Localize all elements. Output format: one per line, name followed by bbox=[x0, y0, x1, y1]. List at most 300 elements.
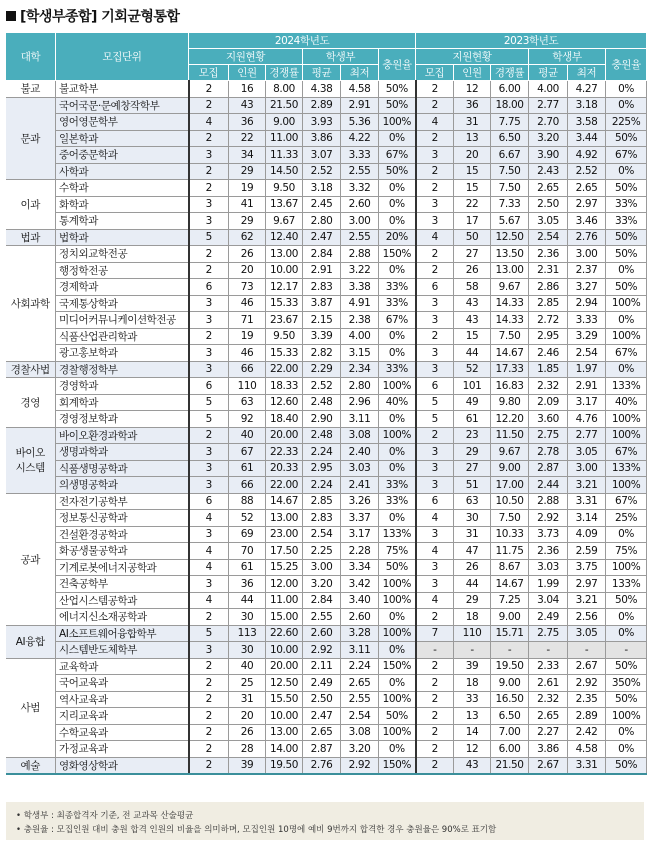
avg-2024-cell: 3.07 bbox=[303, 147, 341, 164]
recruit-2023-cell: 2 bbox=[416, 97, 454, 114]
fill-2023-cell: 100% bbox=[606, 708, 647, 725]
avg-2024-cell: 2.65 bbox=[303, 724, 341, 741]
ratio-2024-cell: 10.00 bbox=[266, 262, 303, 279]
fill-2023-cell: 100% bbox=[606, 477, 647, 494]
ratio-2024-cell: 22.00 bbox=[266, 361, 303, 378]
applicants-2023-cell: 29 bbox=[454, 444, 491, 461]
recruit-2024-cell: 2 bbox=[189, 609, 229, 626]
min-2023-cell: 3.18 bbox=[568, 97, 606, 114]
college-cell: 법과 bbox=[6, 229, 56, 246]
fill-2023-cell: 50% bbox=[606, 592, 647, 609]
recruit-2024-cell: 2 bbox=[189, 658, 229, 675]
avg-2023-cell: - bbox=[529, 642, 568, 659]
applicants-2024-cell: 61 bbox=[229, 559, 266, 576]
avg-2023-cell: 2.54 bbox=[529, 229, 568, 246]
recruit-2024-cell: 2 bbox=[189, 757, 229, 774]
min-2023-cell: 3.21 bbox=[568, 477, 606, 494]
ratio-2023-cell: 17.00 bbox=[491, 477, 529, 494]
fill-2023-cell: 100% bbox=[606, 559, 647, 576]
unit-cell: 행정학전공 bbox=[56, 262, 189, 279]
recruit-2024-cell: 3 bbox=[189, 444, 229, 461]
recruit-2024-cell: 3 bbox=[189, 576, 229, 593]
avg-2023-cell: 3.86 bbox=[529, 741, 568, 758]
applicants-2024-cell: 20 bbox=[229, 708, 266, 725]
unit-cell: 에너지신소재공학과 bbox=[56, 609, 189, 626]
ratio-2023-cell: 19.50 bbox=[491, 658, 529, 675]
ratio-2023-cell: 7.50 bbox=[491, 163, 529, 180]
recruit-2023-cell: 2 bbox=[416, 81, 454, 98]
table-row bbox=[6, 625, 647, 642]
fill-2024-cell: 20% bbox=[379, 229, 416, 246]
applicants-2024-cell: 71 bbox=[229, 312, 266, 329]
table-row bbox=[6, 493, 647, 510]
min-2024-cell: 3.32 bbox=[341, 180, 379, 197]
avg-2024-cell: 2.80 bbox=[303, 213, 341, 230]
unit-cell: 기계로봇에너지공학과 bbox=[56, 559, 189, 576]
unit-cell: 건설환경공학과 bbox=[56, 526, 189, 543]
applicants-2023-cell: 31 bbox=[454, 114, 491, 131]
ratio-2023-cell: 9.00 bbox=[491, 675, 529, 692]
ratio-2023-cell: 6.00 bbox=[491, 741, 529, 758]
min-2023-cell: 3.14 bbox=[568, 510, 606, 527]
ratio-2024-cell: 23.00 bbox=[266, 526, 303, 543]
avg-2024-cell: 2.48 bbox=[303, 427, 341, 444]
applicants-2023-cell: 27 bbox=[454, 460, 491, 477]
table-row bbox=[6, 724, 647, 741]
college-cell: 이과 bbox=[6, 180, 56, 230]
ratio-2024-cell: 11.33 bbox=[266, 147, 303, 164]
avg-2023-cell: 2.95 bbox=[529, 328, 568, 345]
fill-2024-cell: 0% bbox=[379, 444, 416, 461]
unit-cell: 정보통신공학과 bbox=[56, 510, 189, 527]
avg-2023-cell: 3.90 bbox=[529, 147, 568, 164]
avg-2024-cell: 3.00 bbox=[303, 559, 341, 576]
fill-2023-cell: 67% bbox=[606, 345, 647, 362]
recruit-2023-cell: 6 bbox=[416, 279, 454, 296]
avg-2024-cell: 2.84 bbox=[303, 592, 341, 609]
subheader-min: 최저 bbox=[568, 65, 606, 81]
table-row bbox=[6, 658, 647, 675]
applicants-2024-cell: 46 bbox=[229, 345, 266, 362]
table-row bbox=[6, 246, 647, 263]
ratio-2023-cell: 7.50 bbox=[491, 510, 529, 527]
fill-2024-cell: 0% bbox=[379, 196, 416, 213]
fill-2024-cell: 150% bbox=[379, 658, 416, 675]
applicants-2024-cell: 28 bbox=[229, 741, 266, 758]
applicants-2023-cell: 27 bbox=[454, 246, 491, 263]
header-year-2024: 2024학년도 bbox=[189, 33, 416, 49]
note-record: • 학생부 : 최종합격자 기준, 전 교과목 산술평균 bbox=[16, 811, 194, 821]
min-2024-cell: 3.17 bbox=[341, 526, 379, 543]
unit-cell: 생명과학과 bbox=[56, 444, 189, 461]
applicants-2024-cell: 61 bbox=[229, 460, 266, 477]
applicants-2024-cell: 88 bbox=[229, 493, 266, 510]
ratio-2024-cell: 17.50 bbox=[266, 543, 303, 560]
unit-cell: 중어중문학과 bbox=[56, 147, 189, 164]
table-row bbox=[6, 477, 647, 494]
title-text: [학생부종합] 기회균형통합 bbox=[20, 9, 180, 25]
avg-2024-cell: 3.86 bbox=[303, 130, 341, 147]
avg-2023-cell: 2.33 bbox=[529, 658, 568, 675]
avg-2024-cell: 3.93 bbox=[303, 114, 341, 131]
college-cell: 공과 bbox=[6, 493, 56, 625]
recruit-2023-cell: 3 bbox=[416, 460, 454, 477]
applicants-2024-cell: 19 bbox=[229, 180, 266, 197]
recruit-2024-cell: 2 bbox=[189, 81, 229, 98]
avg-2023-cell: 2.70 bbox=[529, 114, 568, 131]
avg-2024-cell: 2.60 bbox=[303, 625, 341, 642]
recruit-2023-cell: 2 bbox=[416, 675, 454, 692]
fill-2024-cell: 50% bbox=[379, 81, 416, 98]
fill-2023-cell: - bbox=[606, 642, 647, 659]
recruit-2024-cell: 6 bbox=[189, 279, 229, 296]
recruit-2024-cell: 6 bbox=[189, 493, 229, 510]
recruit-2023-cell: 3 bbox=[416, 559, 454, 576]
applicants-2023-cell: 17 bbox=[454, 213, 491, 230]
fill-2023-cell: 75% bbox=[606, 543, 647, 560]
avg-2023-cell: 2.65 bbox=[529, 708, 568, 725]
recruit-2023-cell: 3 bbox=[416, 312, 454, 329]
applicants-2023-cell: 51 bbox=[454, 477, 491, 494]
unit-cell: 불교학부 bbox=[56, 81, 189, 98]
ratio-2024-cell: 22.00 bbox=[266, 477, 303, 494]
recruit-2024-cell: 3 bbox=[189, 526, 229, 543]
applicants-2023-cell: 26 bbox=[454, 559, 491, 576]
unit-cell: 의생명공학과 bbox=[56, 477, 189, 494]
min-2024-cell: 2.38 bbox=[341, 312, 379, 329]
unit-cell: 산업시스템공학과 bbox=[56, 592, 189, 609]
ratio-2023-cell: 6.50 bbox=[491, 130, 529, 147]
recruit-2024-cell: 5 bbox=[189, 229, 229, 246]
applicants-2024-cell: 31 bbox=[229, 691, 266, 708]
applicants-2024-cell: 70 bbox=[229, 543, 266, 560]
fill-2023-cell: 0% bbox=[606, 312, 647, 329]
ratio-2023-cell: 8.67 bbox=[491, 559, 529, 576]
min-2023-cell: 3.29 bbox=[568, 328, 606, 345]
recruit-2023-cell: 3 bbox=[416, 213, 454, 230]
header-college: 대학 bbox=[6, 33, 56, 81]
avg-2024-cell: 2.11 bbox=[303, 658, 341, 675]
avg-2024-cell: 2.52 bbox=[303, 163, 341, 180]
unit-cell: 정치외교학전공 bbox=[56, 246, 189, 263]
recruit-2024-cell: 5 bbox=[189, 625, 229, 642]
avg-2024-cell: 2.87 bbox=[303, 741, 341, 758]
recruit-2023-cell: 4 bbox=[416, 510, 454, 527]
ratio-2024-cell: 15.25 bbox=[266, 559, 303, 576]
header-unit: 모집단위 bbox=[56, 33, 189, 81]
applicants-2024-cell: 29 bbox=[229, 213, 266, 230]
recruit-2024-cell: 3 bbox=[189, 361, 229, 378]
unit-cell: AI소프트웨어융합학부 bbox=[56, 625, 189, 642]
ratio-2024-cell: 22.60 bbox=[266, 625, 303, 642]
avg-2023-cell: 2.65 bbox=[529, 180, 568, 197]
fill-2023-cell: 0% bbox=[606, 625, 647, 642]
avg-2024-cell: 2.95 bbox=[303, 460, 341, 477]
min-2023-cell: 2.52 bbox=[568, 163, 606, 180]
avg-2023-cell: 2.85 bbox=[529, 295, 568, 312]
unit-cell: 화학과 bbox=[56, 196, 189, 213]
ratio-2023-cell: 10.33 bbox=[491, 526, 529, 543]
unit-cell: 미디어커뮤니케이션학전공 bbox=[56, 312, 189, 329]
min-2024-cell: 2.92 bbox=[341, 757, 379, 774]
min-2024-cell: 3.37 bbox=[341, 510, 379, 527]
college-cell: 경영 bbox=[6, 378, 56, 428]
ratio-2024-cell: 10.00 bbox=[266, 708, 303, 725]
min-2024-cell: 2.60 bbox=[341, 196, 379, 213]
avg-2023-cell: 3.20 bbox=[529, 130, 568, 147]
table-row bbox=[6, 741, 647, 758]
unit-cell: 법학과 bbox=[56, 229, 189, 246]
unit-cell: 경제학과 bbox=[56, 279, 189, 296]
min-2023-cell: 3.00 bbox=[568, 460, 606, 477]
applicants-2023-cell: 49 bbox=[454, 394, 491, 411]
applicants-2024-cell: 40 bbox=[229, 658, 266, 675]
ratio-2024-cell: 15.50 bbox=[266, 691, 303, 708]
applicants-2023-cell: 43 bbox=[454, 295, 491, 312]
table-row bbox=[6, 691, 647, 708]
header-record-2023: 학생부 bbox=[529, 49, 606, 65]
applicants-2023-cell: 33 bbox=[454, 691, 491, 708]
fill-2024-cell: 0% bbox=[379, 180, 416, 197]
recruit-2024-cell: 2 bbox=[189, 427, 229, 444]
ratio-2024-cell: 14.50 bbox=[266, 163, 303, 180]
fill-2023-cell: 25% bbox=[606, 510, 647, 527]
table-row bbox=[6, 97, 647, 114]
fill-2024-cell: 100% bbox=[379, 592, 416, 609]
min-2024-cell: 2.65 bbox=[341, 675, 379, 692]
avg-2023-cell: 2.86 bbox=[529, 279, 568, 296]
fill-2023-cell: 50% bbox=[606, 658, 647, 675]
fill-2024-cell: 0% bbox=[379, 741, 416, 758]
fill-2023-cell: 133% bbox=[606, 378, 647, 395]
recruit-2023-cell: 3 bbox=[416, 576, 454, 593]
ratio-2024-cell: 9.50 bbox=[266, 180, 303, 197]
recruit-2024-cell: 3 bbox=[189, 147, 229, 164]
unit-cell: 국어국문·문예창작학부 bbox=[56, 97, 189, 114]
recruit-2024-cell: 3 bbox=[189, 295, 229, 312]
avg-2023-cell: 3.60 bbox=[529, 411, 568, 428]
ratio-2024-cell: 9.50 bbox=[266, 328, 303, 345]
ratio-2023-cell: 16.50 bbox=[491, 691, 529, 708]
fill-2024-cell: 0% bbox=[379, 262, 416, 279]
subheader-min: 최저 bbox=[341, 65, 379, 81]
applicants-2023-cell: 44 bbox=[454, 345, 491, 362]
avg-2023-cell: 3.73 bbox=[529, 526, 568, 543]
min-2024-cell: 3.08 bbox=[341, 427, 379, 444]
ratio-2023-cell: 9.00 bbox=[491, 609, 529, 626]
fill-2023-cell: 50% bbox=[606, 757, 647, 774]
min-2024-cell: 4.22 bbox=[341, 130, 379, 147]
recruit-2024-cell: 4 bbox=[189, 114, 229, 131]
ratio-2023-cell: 10.50 bbox=[491, 493, 529, 510]
unit-cell: 경영학과 bbox=[56, 378, 189, 395]
ratio-2024-cell: 13.00 bbox=[266, 510, 303, 527]
avg-2024-cell: 2.91 bbox=[303, 262, 341, 279]
header-fill-2024: 충원율 bbox=[379, 49, 416, 81]
fill-2023-cell: 50% bbox=[606, 691, 647, 708]
recruit-2024-cell: 4 bbox=[189, 559, 229, 576]
ratio-2023-cell: 7.00 bbox=[491, 724, 529, 741]
ratio-2023-cell: 6.67 bbox=[491, 147, 529, 164]
ratio-2023-cell: 21.50 bbox=[491, 757, 529, 774]
recruit-2023-cell: 2 bbox=[416, 609, 454, 626]
fill-2024-cell: 150% bbox=[379, 757, 416, 774]
recruit-2023-cell: 3 bbox=[416, 295, 454, 312]
recruit-2023-cell: 3 bbox=[416, 444, 454, 461]
ratio-2023-cell: 11.75 bbox=[491, 543, 529, 560]
avg-2023-cell: 2.36 bbox=[529, 543, 568, 560]
fill-2023-cell: 50% bbox=[606, 130, 647, 147]
fill-2023-cell: 0% bbox=[606, 741, 647, 758]
applicants-2024-cell: 29 bbox=[229, 163, 266, 180]
applicants-2024-cell: 36 bbox=[229, 114, 266, 131]
recruit-2023-cell: 2 bbox=[416, 757, 454, 774]
avg-2024-cell: 2.84 bbox=[303, 246, 341, 263]
applicants-2024-cell: 73 bbox=[229, 279, 266, 296]
recruit-2023-cell: 3 bbox=[416, 196, 454, 213]
min-2023-cell: 3.44 bbox=[568, 130, 606, 147]
min-2023-cell: 3.05 bbox=[568, 625, 606, 642]
ratio-2024-cell: 15.33 bbox=[266, 345, 303, 362]
applicants-2023-cell: 50 bbox=[454, 229, 491, 246]
applicants-2024-cell: 19 bbox=[229, 328, 266, 345]
avg-2024-cell: 2.83 bbox=[303, 510, 341, 527]
table-row bbox=[6, 361, 647, 378]
fill-2023-cell: 0% bbox=[606, 262, 647, 279]
ratio-2023-cell: 6.00 bbox=[491, 81, 529, 98]
recruit-2024-cell: 3 bbox=[189, 312, 229, 329]
ratio-2024-cell: 20.33 bbox=[266, 460, 303, 477]
avg-2024-cell: 2.45 bbox=[303, 196, 341, 213]
table-row bbox=[6, 757, 647, 774]
avg-2024-cell: 2.83 bbox=[303, 279, 341, 296]
recruit-2024-cell: 2 bbox=[189, 130, 229, 147]
table-row bbox=[6, 543, 647, 560]
min-2023-cell: 4.09 bbox=[568, 526, 606, 543]
applicants-2024-cell: 44 bbox=[229, 592, 266, 609]
min-2024-cell: 2.55 bbox=[341, 163, 379, 180]
applicants-2023-cell: 31 bbox=[454, 526, 491, 543]
applicants-2023-cell: 110 bbox=[454, 625, 491, 642]
fill-2024-cell: 0% bbox=[379, 345, 416, 362]
recruit-2023-cell: 2 bbox=[416, 741, 454, 758]
fill-2023-cell: 350% bbox=[606, 675, 647, 692]
college-cell: 문과 bbox=[6, 97, 56, 180]
applicants-2023-cell: 30 bbox=[454, 510, 491, 527]
ratio-2024-cell: 12.60 bbox=[266, 394, 303, 411]
table-row bbox=[6, 378, 647, 395]
ratio-2024-cell: 11.00 bbox=[266, 592, 303, 609]
table-row bbox=[6, 295, 647, 312]
recruit-2023-cell: 4 bbox=[416, 114, 454, 131]
fill-2023-cell: 67% bbox=[606, 147, 647, 164]
fill-2023-cell: 100% bbox=[606, 328, 647, 345]
unit-cell: 시스템반도체학부 bbox=[56, 642, 189, 659]
unit-cell: 역사교육과 bbox=[56, 691, 189, 708]
fill-2024-cell: 100% bbox=[379, 625, 416, 642]
applicants-2023-cell: 13 bbox=[454, 130, 491, 147]
recruit-2023-cell: 3 bbox=[416, 345, 454, 362]
recruit-2023-cell: 4 bbox=[416, 543, 454, 560]
ratio-2023-cell: 13.00 bbox=[491, 262, 529, 279]
fill-2024-cell: 0% bbox=[379, 411, 416, 428]
min-2023-cell: 2.91 bbox=[568, 378, 606, 395]
recruit-2023-cell: 6 bbox=[416, 493, 454, 510]
min-2024-cell: 3.15 bbox=[341, 345, 379, 362]
ratio-2024-cell: 15.00 bbox=[266, 609, 303, 626]
applicants-2024-cell: 66 bbox=[229, 361, 266, 378]
unit-cell: 영화영상학과 bbox=[56, 757, 189, 774]
min-2024-cell: 2.24 bbox=[341, 658, 379, 675]
applicants-2024-cell: 22 bbox=[229, 130, 266, 147]
recruit-2023-cell: 2 bbox=[416, 180, 454, 197]
applicants-2023-cell: 12 bbox=[454, 741, 491, 758]
ratio-2024-cell: 15.33 bbox=[266, 295, 303, 312]
ratio-2023-cell: 14.33 bbox=[491, 312, 529, 329]
avg-2023-cell: 2.44 bbox=[529, 477, 568, 494]
ratio-2024-cell: 18.40 bbox=[266, 411, 303, 428]
min-2024-cell: 3.26 bbox=[341, 493, 379, 510]
fill-2023-cell: 100% bbox=[606, 411, 647, 428]
avg-2024-cell: 2.76 bbox=[303, 757, 341, 774]
min-2023-cell: 2.35 bbox=[568, 691, 606, 708]
avg-2024-cell: 4.38 bbox=[303, 81, 341, 98]
avg-2023-cell: 2.36 bbox=[529, 246, 568, 263]
min-2024-cell: 2.96 bbox=[341, 394, 379, 411]
table-row bbox=[6, 130, 647, 147]
applicants-2024-cell: 20 bbox=[229, 262, 266, 279]
college-cell: 경찰사법 bbox=[6, 361, 56, 378]
fill-2023-cell: 67% bbox=[606, 493, 647, 510]
avg-2024-cell: 2.82 bbox=[303, 345, 341, 362]
avg-2023-cell: 2.09 bbox=[529, 394, 568, 411]
ratio-2023-cell: 17.33 bbox=[491, 361, 529, 378]
header-fill-2023: 충원율 bbox=[606, 49, 647, 81]
note-fill-rate: • 충원율 : 모집인원 대비 충원 합격 인원의 비율을 의미하며, 모집인원 10명에 예비 9번까지 합격한 경우 충원율은 90%로 표기함 bbox=[16, 825, 497, 835]
recruit-2023-cell: 3 bbox=[416, 361, 454, 378]
subheader-ratio: 경쟁률 bbox=[266, 65, 303, 81]
min-2024-cell: 3.08 bbox=[341, 724, 379, 741]
applicants-2023-cell: 13 bbox=[454, 708, 491, 725]
min-2023-cell: 2.92 bbox=[568, 675, 606, 692]
unit-cell: 식품산업관리학과 bbox=[56, 328, 189, 345]
applicants-2023-cell: 20 bbox=[454, 147, 491, 164]
ratio-2023-cell: 9.67 bbox=[491, 444, 529, 461]
fill-2023-cell: 0% bbox=[606, 609, 647, 626]
avg-2024-cell: 2.54 bbox=[303, 526, 341, 543]
fill-2023-cell: 0% bbox=[606, 163, 647, 180]
unit-cell: 경영정보학과 bbox=[56, 411, 189, 428]
unit-cell: 바이오환경과학과 bbox=[56, 427, 189, 444]
ratio-2023-cell: 15.71 bbox=[491, 625, 529, 642]
applicants-2024-cell: 25 bbox=[229, 675, 266, 692]
ratio-2023-cell: 14.67 bbox=[491, 345, 529, 362]
fill-2024-cell: 100% bbox=[379, 378, 416, 395]
applicants-2023-cell: 12 bbox=[454, 81, 491, 98]
min-2023-cell: 2.97 bbox=[568, 576, 606, 593]
ratio-2024-cell: 22.33 bbox=[266, 444, 303, 461]
ratio-2023-cell: - bbox=[491, 642, 529, 659]
avg-2023-cell: 2.92 bbox=[529, 510, 568, 527]
applicants-2024-cell: 30 bbox=[229, 642, 266, 659]
fill-2023-cell: 50% bbox=[606, 279, 647, 296]
fill-2023-cell: 0% bbox=[606, 526, 647, 543]
fill-2023-cell: 67% bbox=[606, 444, 647, 461]
applicants-2023-cell: 36 bbox=[454, 97, 491, 114]
recruit-2024-cell: 2 bbox=[189, 163, 229, 180]
recruit-2024-cell: 4 bbox=[189, 592, 229, 609]
ratio-2024-cell: 12.50 bbox=[266, 675, 303, 692]
